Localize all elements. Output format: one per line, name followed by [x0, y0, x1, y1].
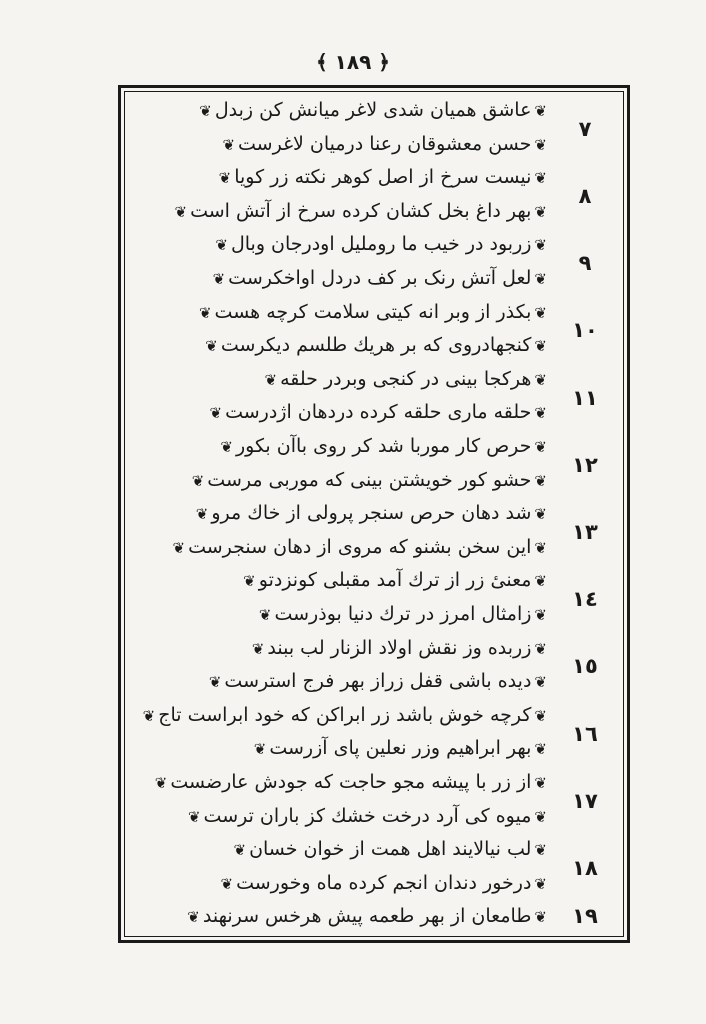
page-number: ﴾ ۱۸۹ ﴿ [316, 50, 390, 74]
verse-text: بهر داغ بخل کشان کرده سرخ از آتش است [190, 199, 532, 222]
ornament-icon: ❦ [534, 505, 547, 524]
verse-text: لب نیالایند اهل همت از خوان خسان [249, 838, 532, 861]
ornament-icon: ❦ [534, 606, 547, 624]
ornament-icon: ❦ [174, 202, 188, 221]
verse-text: میوه کی آرد درخت خشك کز باران ترست [203, 804, 532, 827]
ornament-icon: ❦ [199, 102, 212, 120]
ornament-icon: ❦ [534, 135, 547, 154]
verse-number: ١٩ [572, 904, 598, 929]
ornament-icon: ❦ [218, 169, 232, 188]
verse-text: حسن معشوقان رعنا درمیان لاغرست [238, 132, 532, 155]
ornament-icon: ❦ [534, 169, 547, 188]
ornament-icon: ❦ [154, 774, 168, 792]
verse-text: هرکجا بینی در کنجی وبردر حلقه [280, 367, 532, 390]
ornament-icon: ❦ [220, 874, 234, 893]
verse-text: زربود در خیب ما روملیل اودرجان وبال [230, 233, 532, 256]
ornament-icon: ❦ [209, 404, 223, 423]
ornament-icon: ❦ [534, 538, 547, 557]
ornament-icon: ❦ [534, 673, 547, 692]
verse-number: ١١ [572, 385, 598, 410]
verse-text: حشو کور خویشتن بینی که موربی مرست [207, 468, 532, 491]
ornament-icon: ❦ [534, 370, 547, 389]
ornament-icon: ❦ [534, 438, 547, 456]
verse-line [262, 367, 550, 392]
verse-line [140, 703, 550, 728]
ornament-icon: ❦ [534, 639, 547, 658]
ornament-icon: ❦ [534, 303, 547, 322]
ornament-icon: ❦ [534, 706, 547, 725]
verse-line [152, 770, 550, 795]
verse-text: بهر ابراهیم وزر نعلین پای آزرست [269, 737, 532, 760]
verse-number: ١٣ [572, 520, 598, 544]
ornament-icon: ❦ [191, 471, 205, 490]
verse-text: شد دهان حرص سنجر پرولی از خاك مرو [211, 502, 532, 525]
verse-text: معنیٔ زر از ترك آمد مقبلی کونزدتو [258, 569, 532, 592]
ornament-icon: ❦ [233, 841, 247, 860]
ornament-icon: ❦ [534, 202, 547, 221]
verse-text: نیست سرخ از اصل کوهر نکته زر کویا [234, 166, 532, 189]
verse-line [196, 98, 550, 123]
verse-line [193, 501, 550, 526]
verse-text: عاشق همیان شدی لاغر میانش کن زبدل [214, 99, 532, 121]
verse-text: حلقه ماری حلقه کرده دردهان اژدرست [225, 401, 532, 424]
ornament-icon: ❦ [534, 807, 547, 826]
verse-number: ١٦ [572, 721, 598, 746]
verse-line [206, 400, 550, 425]
verse-line [251, 736, 550, 761]
ornament-icon: ❦ [534, 908, 547, 927]
verse-number: ٩ [578, 251, 592, 276]
verse-line [240, 568, 550, 593]
verse-number: ١٥ [572, 654, 598, 679]
ornament-icon: ❦ [195, 505, 209, 524]
ornament-icon: ❦ [198, 303, 212, 322]
ornament-icon: ❦ [534, 874, 547, 893]
verse-text: زامثال امرز در ترك دنیا بوذرست [274, 603, 532, 625]
ornament-icon: ❦ [253, 740, 267, 759]
verse-line [184, 904, 550, 929]
verse-line [256, 602, 550, 627]
verse-number: ١٠ [572, 318, 598, 343]
verse-line [202, 333, 550, 358]
ornament-icon: ❦ [534, 774, 547, 792]
verse-text: دیده باشی قفل زراز بهر فرج استرست [224, 670, 532, 693]
ornament-icon: ❦ [187, 807, 201, 826]
verse-line [217, 434, 550, 459]
verse-line [206, 669, 550, 694]
ornament-icon: ❦ [534, 740, 547, 759]
ornament-icon: ❦ [205, 337, 218, 356]
ornament-icon: ❦ [222, 135, 236, 154]
ornament-icon: ❦ [534, 841, 547, 860]
ornament-icon: ❦ [212, 270, 226, 288]
verse-line [185, 804, 550, 829]
ornament-icon: ❦ [142, 706, 156, 725]
verse-number: ١٢ [572, 452, 598, 477]
verse-line [172, 199, 550, 224]
ornament-icon: ❦ [534, 337, 547, 356]
verse-text: لعل آتش رنک بر کف دردل اواخکرست [228, 267, 532, 289]
verse-text: بکذر از وبر انه کیتی سلامت کرچه هست [214, 300, 532, 323]
ornament-icon: ❦ [534, 236, 547, 255]
verse-line [170, 535, 551, 560]
ornament-icon: ❦ [534, 572, 547, 591]
verse-text: درخور دندان انجم کرده ماه وخورست [236, 871, 532, 894]
ornament-icon: ❦ [172, 538, 186, 557]
ornament-icon: ❦ [220, 438, 233, 456]
verse-number: ١٨ [572, 856, 598, 880]
verse-line [230, 837, 550, 862]
verse-text: حرص کار موربا شد کر روی باآن بکور [235, 435, 532, 457]
verse-line [212, 232, 550, 257]
ornament-icon: ❦ [215, 236, 228, 255]
ornament-icon: ❦ [243, 572, 256, 591]
verse-text: کنجهادروی که بر هریك طلسم دیکرست [220, 334, 532, 357]
ornament-icon: ❦ [187, 908, 200, 927]
verse-text: طامعان از بهر طعمه پیش هرخس سرنهند [202, 905, 532, 928]
verse-text: زربده وز نقش اولاد الزنار لب ببند [267, 636, 532, 659]
ornament-icon: ❦ [208, 673, 222, 692]
verse-line [189, 468, 550, 493]
ornament-icon: ❦ [534, 471, 547, 490]
ornament-icon: ❦ [264, 370, 278, 389]
ornament-icon: ❦ [258, 606, 272, 624]
verse-line [217, 871, 550, 896]
verse-text: این سخن بشنو که مروی از دهان سنجرست [188, 535, 532, 558]
verse-text: کرچه خوش باشد زر ابراکن که خود ابراست تاج [158, 703, 532, 726]
verse-line [219, 132, 550, 157]
ornament-icon: ❦ [534, 270, 547, 288]
verse-text: از زر با پیشه مجو حاجت که جودش عارضست [170, 771, 532, 793]
verse-line [196, 300, 550, 325]
verse-number: ٧ [578, 116, 592, 141]
ornament-icon: ❦ [251, 639, 265, 658]
verse-number: ١٤ [572, 587, 598, 612]
verse-number: ١٧ [572, 788, 598, 813]
verse-line [210, 266, 550, 291]
ornament-icon: ❦ [534, 404, 547, 423]
verse-line [216, 165, 550, 190]
verse-number: ٨ [578, 184, 592, 208]
ornament-icon: ❦ [534, 102, 547, 120]
verse-line [249, 636, 550, 661]
